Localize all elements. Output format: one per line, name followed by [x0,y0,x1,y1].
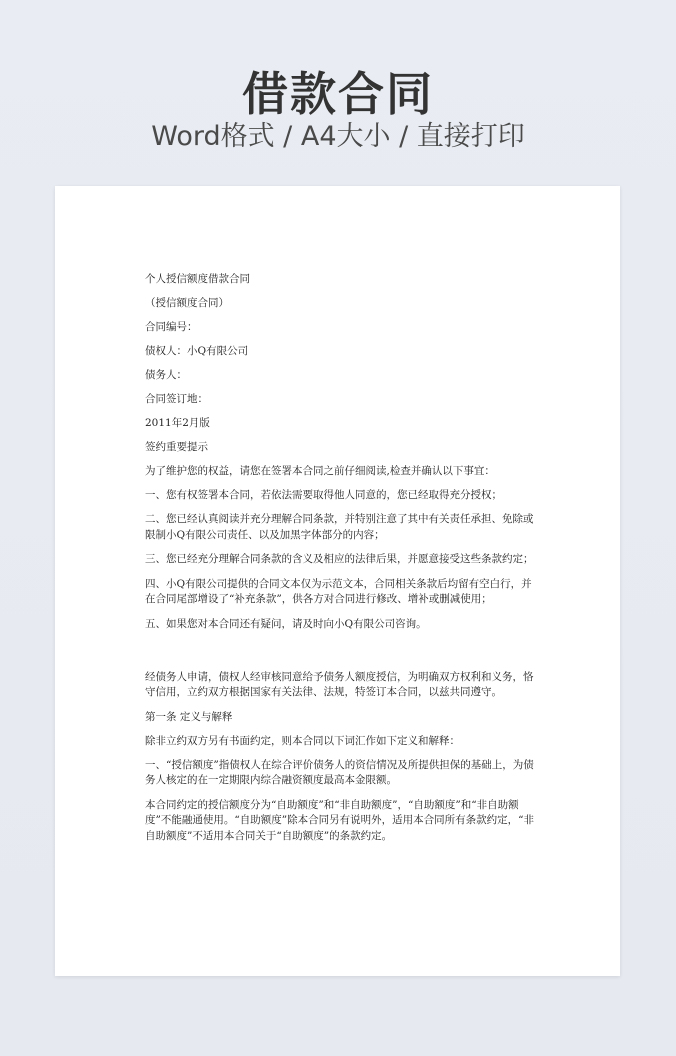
page-subtitle: Word格式 / A4大小 / 直接打印 [151,121,525,152]
article-1-heading: 第一条 定义与解释 [145,710,233,723]
signing-notice-heading: 签约重要提示 [145,441,208,453]
notice-item-1: 一、您有权签署本合同，若依法需要取得他人同意的，您已经取得充分授权； [145,489,502,501]
notice-intro: 为了维护您的权益，请您在签署本合同之前仔细阅读,检查并确认以下事宜： [145,465,495,477]
page-title: 借款合同 [242,67,434,121]
preamble-paragraph: 经债务人申请，债权人经审核同意给予债务人额度授信，为明确双方权利和义务，恪守信用，立约双方根据国家有关法律、法规，特签订本合同，以兹共同遵守。 [145,670,534,698]
notice-item-2: 二、您已经认真阅读并充分理解合同条款，并特别注意了其中有关责任承担、免除或限制小Q有限公司责任、以及加黑字体部分的内容； [145,513,534,541]
document-page [55,186,620,976]
notice-item-5: 五、如果您对本合同还有疑问，请及时向小Q有限公司咨询。 [145,617,427,630]
notice-item-4: 四、小Q有限公司提供的合同文本仅为示范文本，合同相关条款后均留有空白行，并在合同尾部增设了“补充条款”，供各方对合同进行修改、增补或删减使用； [145,577,532,605]
definition-limit-types: 本合同约定的授信额度分为“自助额度”和“非自助额度”，“自助额度”和“非自助额度”不能融通使用。“自助额度”除本合同另有说明外，适用本合同所有条款约定，“非自助额度”不适用本合同关于“自助额度”的条款约定。 [145,798,534,842]
definitions-intro: 除非立约双方另有书面约定，则本合同以下词汇作如下定义和解释： [145,734,460,747]
contract-number-field: 合同编号： [145,321,198,333]
contract-name: 个人授信额度借款合同 [145,273,250,285]
debtor-field: 债务人： [145,369,187,381]
contract-type: （授信额度合同） [145,297,229,309]
signing-place-field: 合同签订地： [145,393,208,405]
definition-credit-limit: 一、“授信额度”指债权人在综合评价债务人的资信情况及所提供担保的基础上，为债务人核定的在一定期限内综合融资额度最高本金限额。 [145,758,534,786]
creditor-field: 债权人：小Q有限公司 [145,345,249,357]
version-line: 2011年2月版 [145,417,210,429]
document-body [145,272,537,844]
notice-item-3: 三、您已经充分理解合同条款的含义及相应的法律后果，并愿意接受这些条款约定； [145,553,534,565]
